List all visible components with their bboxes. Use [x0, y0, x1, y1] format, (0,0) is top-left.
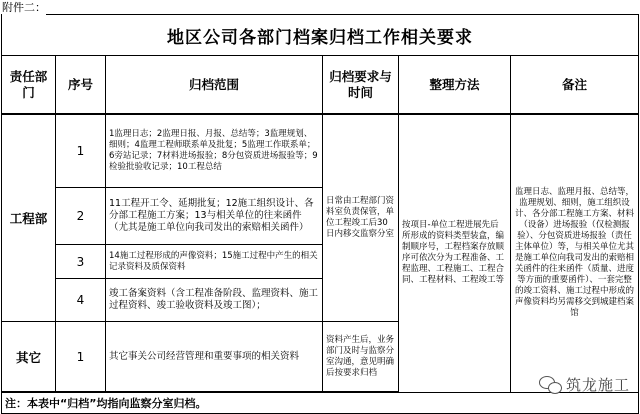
archive-scope-cell: 竣工备案资料（含工程准备阶段、监理资料、施工过程资料、竣工验收资料及竣工图）； [106, 279, 323, 322]
footnote: 注：本表中“归档”均指向监察分室归档。 [2, 392, 639, 414]
dept-other: 其它 [2, 322, 56, 393]
row-number: 1 [56, 114, 106, 188]
row-number: 1 [56, 322, 106, 393]
dept-engineering: 工程部 [2, 114, 56, 322]
archive-scope-cell: 其它事关公司经营管理和重要事项的相关资料 [106, 322, 323, 393]
wechat-icon [539, 376, 561, 393]
archive-scope-cell: 11工程开工令、延期批复；12施工组织设计、各分部工程施工方案；13与相关单位的往来函件（尤其是施工单位向我司发出的索赔相关函件） [106, 188, 323, 245]
header-requirement: 归档要求与时间 [323, 56, 399, 115]
watermark-text: 筑龙施工 [565, 376, 630, 394]
attachment-label: 附件二： [2, 1, 46, 14]
row-number: 2 [56, 188, 106, 245]
header-scope: 归档范围 [106, 56, 323, 115]
watermark [539, 374, 630, 395]
archive-scope-cell: 14施工过程形成的声像资料；15施工过程中产生的相关记录资料及质保资料 [106, 245, 323, 279]
remarks: 监理日志、监理月报、总结等，监理规划、细则，施工组织设计、各分部工程施工方案、材料（设备）进场报验（仅检测报验）、分包资质进场报验（责任主体单位）等，与相关单位尤其是施工单位向我司发出的索赔相关函件的往来函件（质量、进度等方面的重要函件）、一套完整的竣工资料、施工过程中形成的声像资料均另需移交到城建档案馆 [511, 114, 639, 392]
engineering-requirement: 日常由工程部门资料室负责保管，单位工程竣工后30日内移交监察分室 [323, 114, 399, 322]
header-method: 整理方法 [399, 56, 511, 115]
header-remark: 备注 [511, 56, 639, 115]
header-no: 序号 [56, 56, 106, 115]
organizing-method: 按项目-单位工程进展先后所形成的资料类型装盒，编制顺序号，工程档案存放顺序可依次分为工程准备、工程监理、工程施工、工程合同、工程材料、工程竣工等 [399, 114, 511, 392]
row-number: 4 [56, 279, 106, 322]
archive-scope-cell: 1监理日志；2监理日报、月报、总结等；3监理规划、细则；4监理工程师联系单及批复；5监理工作联系单；6旁站记录；7材料进场报验；8分包资质进场报验等；9检验批验收记录；10工程总结 [106, 114, 323, 188]
requirements-table [1, 14, 639, 414]
other-requirement: 资料产生后，业务部门及时与监察分室沟通，意见明确后按要求归档 [323, 322, 399, 393]
row-number: 3 [56, 245, 106, 279]
header-dept: 责任部门 [2, 56, 56, 115]
page-title: 地区公司各部门档案归档工作相关要求 [2, 15, 639, 56]
